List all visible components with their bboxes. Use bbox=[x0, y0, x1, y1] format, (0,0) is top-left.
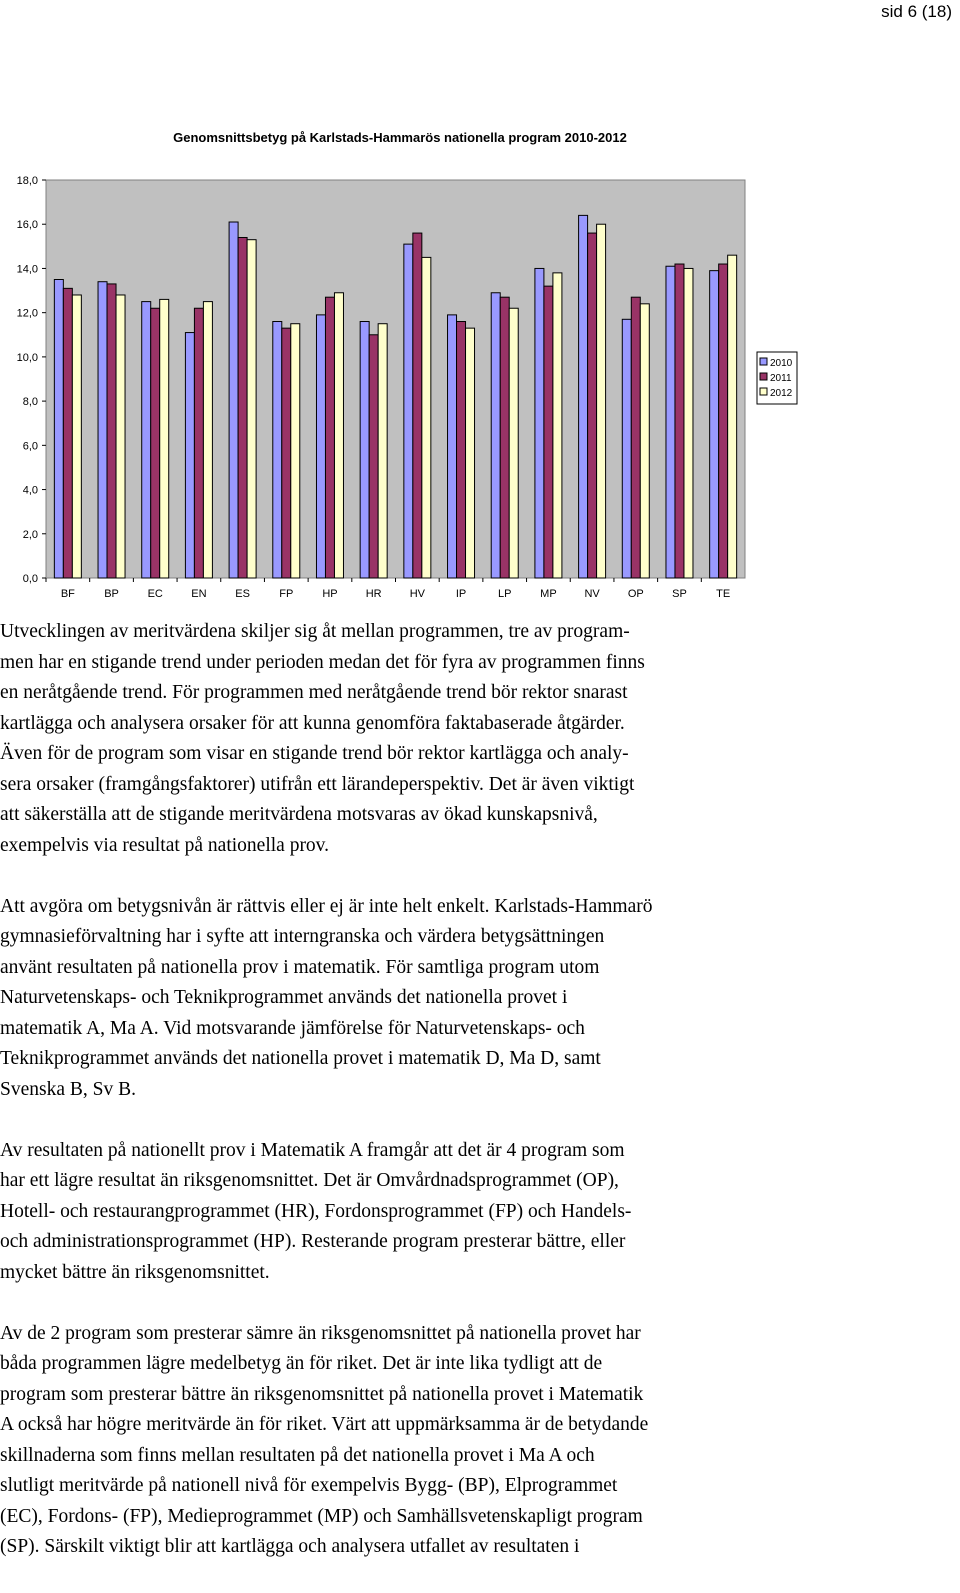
bar-MP-2010 bbox=[535, 268, 544, 578]
x-tick-label: EC bbox=[147, 588, 163, 600]
x-tick-label: FP bbox=[279, 588, 294, 600]
bar-HR-2010 bbox=[360, 322, 369, 578]
bar-LP-2010 bbox=[491, 293, 500, 578]
x-tick-label: IP bbox=[455, 588, 467, 600]
chart-title: Genomsnittsbetyg på Karlstads-Hammarös nationella program 2010-2012 bbox=[173, 130, 627, 145]
text-line: att säkerställa att de stigande meritvärdena motsvaras av ökad kunskapsnivå, bbox=[0, 804, 598, 825]
bar-EC-2010 bbox=[142, 302, 151, 578]
bar-EN-2012 bbox=[203, 302, 212, 578]
bar-BP-2011 bbox=[107, 284, 116, 578]
paragraph-1 bbox=[0, 617, 960, 861]
text-line: Även för de program som visar en stigande trend bör rektor kartlägga och analy- bbox=[0, 743, 629, 764]
text-line: Utvecklingen av meritvärdena skiljer sig åt mellan programmen, tre av program- bbox=[0, 621, 630, 642]
bar-BF-2010 bbox=[54, 280, 63, 579]
text-line: Teknikprogrammet används det nationella provet i matematik D, Ma D, samt bbox=[0, 1048, 601, 1069]
x-tick-label: HV bbox=[409, 588, 425, 600]
paragraph-2 bbox=[0, 892, 960, 1106]
text-line: men har en stigande trend under perioden medan det för fyra av programmen finns bbox=[0, 651, 645, 673]
bar-OP-2010 bbox=[622, 319, 631, 578]
text-line: Svenska B, Sv B. bbox=[0, 1078, 136, 1100]
bar-EN-2011 bbox=[194, 308, 203, 578]
legend-label: 2011 bbox=[770, 373, 792, 384]
text-line: matematik A, Ma A. Vid motsvarande jämförelse för Naturvetenskaps- och bbox=[0, 1017, 585, 1039]
bar-FP-2011 bbox=[282, 328, 291, 578]
bar-SP-2011 bbox=[675, 264, 684, 578]
bar-ES-2011 bbox=[238, 237, 247, 578]
legend-swatch-2012 bbox=[760, 388, 767, 395]
y-tick-label: 18,0 bbox=[16, 175, 38, 187]
bar-SP-2012 bbox=[684, 268, 693, 578]
y-tick-label: 12,0 bbox=[16, 307, 38, 320]
x-tick-label: EN bbox=[191, 588, 207, 600]
bar-EC-2012 bbox=[160, 299, 169, 578]
text-line: båda programmen lägre medelbetyg än för riket. Det är inte lika tydligt att de bbox=[0, 1353, 603, 1374]
text-line: kartlägga och analysera orsaker för att kunna genomföra faktabaserade åtgärder. bbox=[0, 712, 625, 734]
page-number: sid 6 (18) bbox=[881, 2, 952, 21]
paragraph-4 bbox=[0, 1319, 960, 1563]
text-line: gymnasieförvaltning har i syfte att interngranska och värdera betygsättningen bbox=[0, 926, 605, 947]
y-tick-label: 4,0 bbox=[22, 484, 38, 497]
y-tick-label: 8,0 bbox=[22, 396, 38, 409]
y-tick-label: 14,0 bbox=[16, 263, 38, 276]
bar-HP-2010 bbox=[316, 315, 325, 578]
bar-HR-2012 bbox=[378, 324, 387, 578]
bar-IP-2011 bbox=[457, 322, 466, 578]
paragraph-3 bbox=[0, 1136, 960, 1289]
bar-NV-2010 bbox=[579, 215, 588, 578]
text-line: skillnaderna som finns mellan resultaten på det nationella provet i Ma A och bbox=[0, 1444, 595, 1466]
bar-IP-2012 bbox=[466, 328, 475, 578]
y-tick-label: 16,0 bbox=[16, 219, 38, 232]
bar-TE-2011 bbox=[719, 264, 728, 578]
legend-label: 2012 bbox=[770, 388, 793, 399]
bar-TE-2010 bbox=[710, 271, 719, 578]
bar-LP-2012 bbox=[509, 308, 518, 578]
x-tick-label: OP bbox=[627, 588, 644, 600]
bar-HV-2012 bbox=[422, 257, 431, 578]
bar-FP-2012 bbox=[291, 324, 300, 578]
x-tick-label: TE bbox=[716, 588, 731, 600]
bar-HR-2011 bbox=[369, 335, 378, 578]
text-line: en neråtgående trend. För programmen med neråtgående trend bör rektor snarast bbox=[0, 682, 628, 703]
x-tick-label: SP bbox=[672, 588, 687, 600]
bar-chart bbox=[0, 0, 960, 610]
bar-OP-2012 bbox=[640, 304, 649, 578]
bar-SP-2010 bbox=[666, 266, 675, 578]
text-line: A också har högre meritvärde än för riket. Värt att uppmärksamma är de betydande bbox=[0, 1414, 649, 1435]
text-line: använt resultaten på nationella prov i matematik. För samtliga program utom bbox=[0, 956, 600, 978]
body-text bbox=[0, 617, 960, 1593]
bar-MP-2012 bbox=[553, 273, 562, 578]
x-tick-label: ES bbox=[235, 588, 250, 600]
text-line: Av resultaten på nationellt prov i Matematik A framgår att det är 4 program som bbox=[0, 1139, 625, 1161]
x-tick-label: HP bbox=[322, 588, 338, 600]
bar-EC-2011 bbox=[151, 308, 160, 578]
x-tick-label: HR bbox=[365, 588, 382, 600]
chart-legend bbox=[757, 352, 797, 404]
text-line: slutligt meritvärde på nationell nivå för exempelvis Bygg- (BP), Elprogrammet bbox=[0, 1475, 618, 1496]
bar-ES-2012 bbox=[247, 240, 256, 578]
bar-MP-2011 bbox=[544, 286, 553, 578]
text-line: (EC), Fordons- (FP), Medieprogrammet (MP) och Samhällsvetenskapligt program bbox=[0, 1505, 643, 1527]
text-line: Att avgöra om betygsnivån är rättvis eller ej är inte helt enkelt. Karlstads-Hammarö bbox=[0, 895, 653, 917]
bar-NV-2011 bbox=[588, 233, 597, 578]
text-line: mycket bättre än riksgenomsnittet. bbox=[0, 1261, 270, 1283]
bar-NV-2012 bbox=[597, 224, 606, 578]
x-tick-label: NV bbox=[584, 588, 600, 600]
bar-HV-2010 bbox=[404, 244, 413, 578]
legend-swatch-2011 bbox=[760, 373, 767, 380]
bar-IP-2010 bbox=[448, 315, 457, 578]
bar-HV-2011 bbox=[413, 233, 422, 578]
bar-TE-2012 bbox=[728, 255, 737, 578]
x-tick-label: BF bbox=[60, 588, 75, 600]
text-line: exempelvis via resultat på nationella prov. bbox=[0, 834, 330, 856]
bar-HP-2011 bbox=[325, 297, 334, 578]
bar-HP-2012 bbox=[334, 293, 343, 578]
bar-OP-2011 bbox=[631, 297, 640, 578]
x-tick-label: LP bbox=[497, 588, 512, 600]
x-tick-label: MP bbox=[540, 588, 557, 600]
y-tick-label: 10,0 bbox=[16, 351, 38, 364]
legend-swatch-2010 bbox=[760, 358, 767, 365]
text-line: har ett lägre resultat än riksgenomsnittet. Det är Omvårdnadsprogrammet (OP), bbox=[0, 1170, 619, 1191]
x-tick-label: BP bbox=[104, 588, 119, 600]
bar-BF-2011 bbox=[63, 288, 72, 578]
text-line: Naturvetenskaps- och Teknikprogrammet används det nationella provet i bbox=[0, 987, 568, 1008]
text-line: (SP). Särskilt viktigt blir att kartlägga och analysera utfallet av resultaten i bbox=[0, 1536, 580, 1557]
text-line: program som presterar bättre än riksgenomsnittet på nationella provet i Matematik bbox=[0, 1383, 644, 1405]
bar-FP-2010 bbox=[273, 322, 282, 578]
y-tick-label: 2,0 bbox=[22, 528, 38, 541]
text-line: sera orsaker (framgångsfaktorer) utifrån ett lärandeperspektiv. Det är även viktigt bbox=[0, 773, 635, 795]
bar-ES-2010 bbox=[229, 222, 238, 578]
y-tick-label: 6,0 bbox=[22, 440, 38, 453]
bar-LP-2011 bbox=[500, 297, 509, 578]
bar-BP-2010 bbox=[98, 282, 107, 578]
bar-BP-2012 bbox=[116, 295, 125, 578]
legend-label: 2010 bbox=[770, 358, 793, 369]
text-line: och administrationsprogrammet (HP). Resterande program presterar bättre, eller bbox=[0, 1231, 626, 1252]
text-line: Hotell- och restaurangprogrammet (HR), Fordonsprogrammet (FP) och Handels- bbox=[0, 1200, 632, 1222]
text-line: Av de 2 program som presterar sämre än riksgenomsnittet på nationella provet har bbox=[0, 1322, 641, 1344]
bar-EN-2010 bbox=[185, 333, 194, 578]
y-tick-label: 0,0 bbox=[22, 573, 38, 585]
bar-BF-2012 bbox=[72, 295, 81, 578]
